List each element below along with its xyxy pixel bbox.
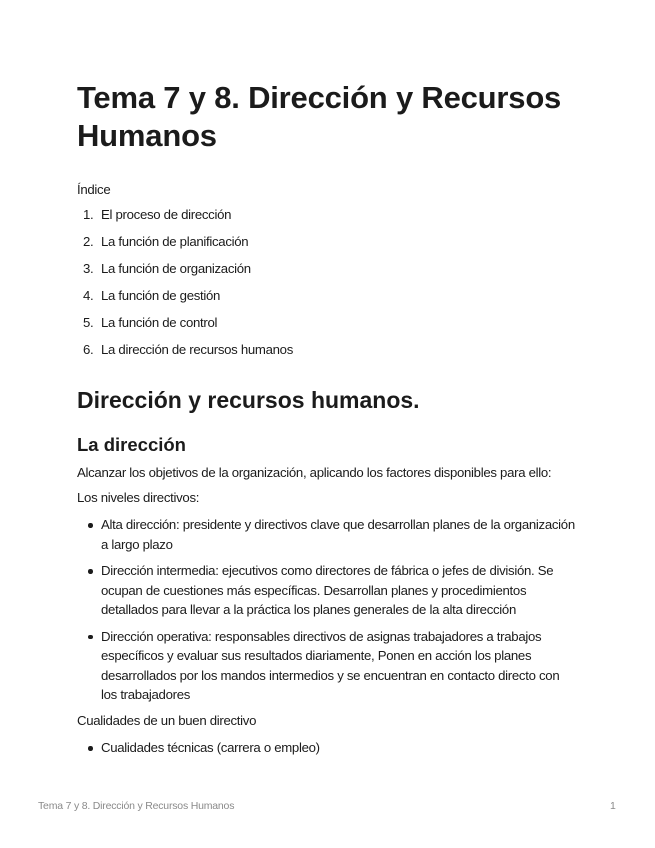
list-item bbox=[77, 515, 577, 554]
list-item-text: Dirección operativa: responsables directivos de asignas trabajadores a trabajos específicos y evaluar sus resultados diariamente, Ponen en acción los planes desarrollados por los mandos intermedios y se encuentran en contacto directo con los trabajadores bbox=[101, 628, 560, 702]
toc-item[interactable] bbox=[77, 205, 557, 232]
footer-title: Tema 7 y 8. Dirección y Recursos Humanos bbox=[38, 800, 235, 812]
toc-item-text: La función de gestión bbox=[101, 288, 221, 303]
qualities-label: Cualidades de un buen directivo bbox=[77, 713, 257, 728]
bullet-icon bbox=[88, 635, 93, 640]
bullet-icon bbox=[88, 569, 93, 574]
levels-list bbox=[77, 515, 577, 712]
qualities-list bbox=[77, 738, 577, 765]
toc-item-text: La dirección de recursos humanos bbox=[101, 342, 293, 357]
toc-item-number: 1. bbox=[83, 207, 94, 222]
list-item bbox=[77, 627, 577, 705]
toc-item[interactable] bbox=[77, 286, 557, 313]
list-item bbox=[77, 561, 577, 620]
toc-item[interactable] bbox=[77, 232, 557, 259]
table-of-contents bbox=[77, 205, 557, 367]
document-title: Tema 7 y 8. Dirección y Recursos Humanos bbox=[77, 80, 562, 153]
toc-item-text: El proceso de dirección bbox=[101, 207, 232, 222]
list-item-text: Alta dirección: presidente y directivos clave que desarrollan planes de la organización a largo plazo bbox=[101, 517, 575, 552]
list-item bbox=[77, 738, 577, 758]
toc-item-number: 3. bbox=[83, 261, 94, 276]
section-heading: Dirección y recursos humanos. bbox=[77, 387, 420, 413]
toc-item[interactable] bbox=[77, 340, 557, 367]
bullet-icon bbox=[88, 523, 93, 528]
toc-item-text: La función de planificación bbox=[101, 234, 249, 249]
subsection-heading: La dirección bbox=[77, 434, 186, 455]
bullet-icon bbox=[88, 746, 93, 751]
index-label: Índice bbox=[77, 182, 111, 197]
list-item-text: Cualidades técnicas (carrera o empleo) bbox=[101, 740, 320, 755]
toc-item[interactable] bbox=[77, 259, 557, 286]
toc-item-number: 2. bbox=[83, 234, 94, 249]
toc-item-text: La función de organización bbox=[101, 261, 251, 276]
levels-label: Los niveles directivos: bbox=[77, 490, 200, 505]
intro-paragraph: Alcanzar los objetivos de la organización, aplicando los factores disponibles para ello: bbox=[77, 465, 552, 480]
toc-item-number: 4. bbox=[83, 288, 94, 303]
toc-item-number: 5. bbox=[83, 315, 94, 330]
toc-item-text: La función de control bbox=[101, 315, 218, 330]
page-number: 1 bbox=[610, 800, 616, 812]
list-item-text: Dirección intermedia: ejecutivos como directores de fábrica o jefes de división. Se ocupan de cuestiones más específicas. Desarrollan planes y procedimientos detallados para llevar a la práctica los planes generales de la alta dirección bbox=[101, 563, 554, 617]
toc-item[interactable] bbox=[77, 313, 557, 340]
toc-item-number: 6. bbox=[83, 342, 94, 357]
